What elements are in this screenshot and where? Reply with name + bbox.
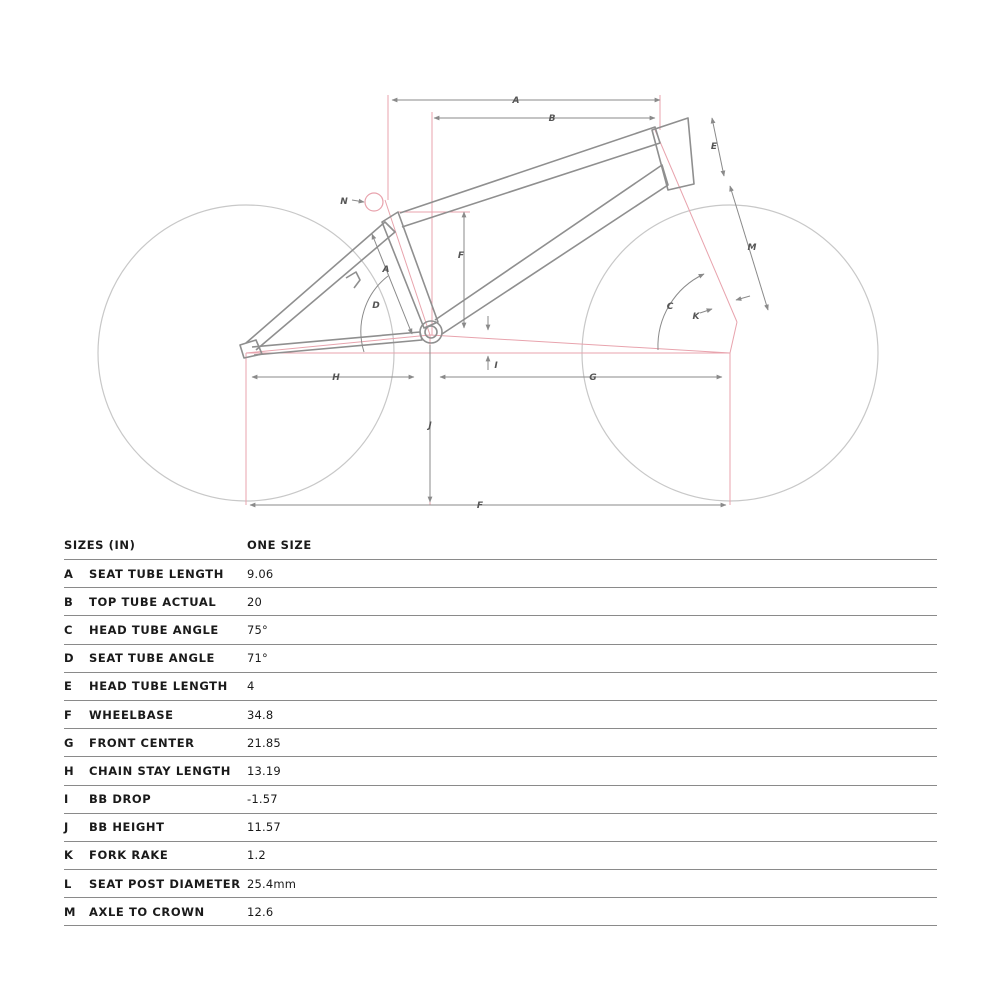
row-letter: M [64,904,77,919]
row-measurement-name: CHAIN STAY LENGTH [89,763,231,778]
row-letter: I [64,792,69,807]
row-measurement-name: SEAT TUBE LENGTH [89,566,224,581]
dimension-lines [250,100,768,505]
dim-label-f-wheelbase: F [476,501,484,511]
geometry-table [64,530,937,926]
row-measurement-name: SEAT POST DIAMETER [89,876,241,891]
dim-label-d: D [372,301,380,311]
table-row [64,701,937,729]
dim-label-g: G [589,373,597,383]
row-measurement-name: BB HEIGHT [89,820,165,835]
dim-label-k: K [692,312,700,322]
row-measurement-name: HEAD TUBE LENGTH [89,679,228,694]
row-value: 13.19 [247,763,281,778]
row-value: 4 [247,679,255,694]
dim-label-f-vertical: F [457,251,465,261]
row-letter: F [64,707,73,722]
row-measurement-name: HEAD TUBE ANGLE [89,622,219,637]
row-value: 21.85 [247,735,281,750]
seat-post-circle [365,193,383,211]
bike-frame [240,118,694,358]
table-row [64,616,937,644]
row-letter: H [64,763,75,778]
table-body [64,560,937,926]
dim-label-c: C [666,302,674,312]
row-measurement-name: TOP TUBE ACTUAL [89,594,217,609]
table-row [64,588,937,616]
table-row [64,560,937,588]
row-value: 1.2 [247,848,266,863]
dim-label-n: N [340,197,348,207]
row-letter: J [64,820,69,835]
row-measurement-name: FORK RAKE [89,848,169,863]
table-row [64,898,937,926]
table-row [64,645,937,673]
row-measurement-name: FRONT CENTER [89,735,195,750]
dim-label-e: E [710,142,718,152]
table-row [64,729,937,757]
row-measurement-name: WHEELBASE [89,707,174,722]
row-letter: D [64,651,75,666]
dim-label-b: B [548,114,556,124]
table-header-row [64,530,937,560]
row-value: -1.57 [247,792,278,807]
column-header-sizes: SIZES (IN) [64,537,136,552]
column-header-one-size: ONE SIZE [247,537,312,552]
row-value: 12.6 [247,904,274,919]
row-value: 75° [247,622,268,637]
row-value: 20 [247,594,263,609]
geometry-reference-lines [246,95,737,505]
row-letter: E [64,679,73,694]
row-letter: C [64,622,74,637]
dim-label-j: J [428,421,432,431]
row-value: 9.06 [247,566,274,581]
dim-label-m: M [747,243,757,253]
table-row [64,842,937,870]
table-row [64,757,937,785]
row-measurement-name: AXLE TO CROWN [89,904,205,919]
row-measurement-name: SEAT TUBE ANGLE [89,651,215,666]
row-letter: B [64,594,74,609]
row-value: 71° [247,651,268,666]
row-letter: A [64,566,74,581]
table-row [64,870,937,898]
row-value: 34.8 [247,707,274,722]
row-letter: K [64,848,74,863]
dim-label-h: H [332,373,340,383]
dim-label-i: I [494,361,498,371]
row-letter: G [64,735,75,750]
table-row [64,786,937,814]
table-row [64,673,937,701]
row-value: 25.4mm [247,876,297,891]
row-measurement-name: BB DROP [89,792,152,807]
dim-label-a-seat: A [382,265,390,275]
row-letter: L [64,876,72,891]
table-row [64,814,937,842]
row-value: 11.57 [247,820,281,835]
dim-label-a-top: A [512,96,520,106]
